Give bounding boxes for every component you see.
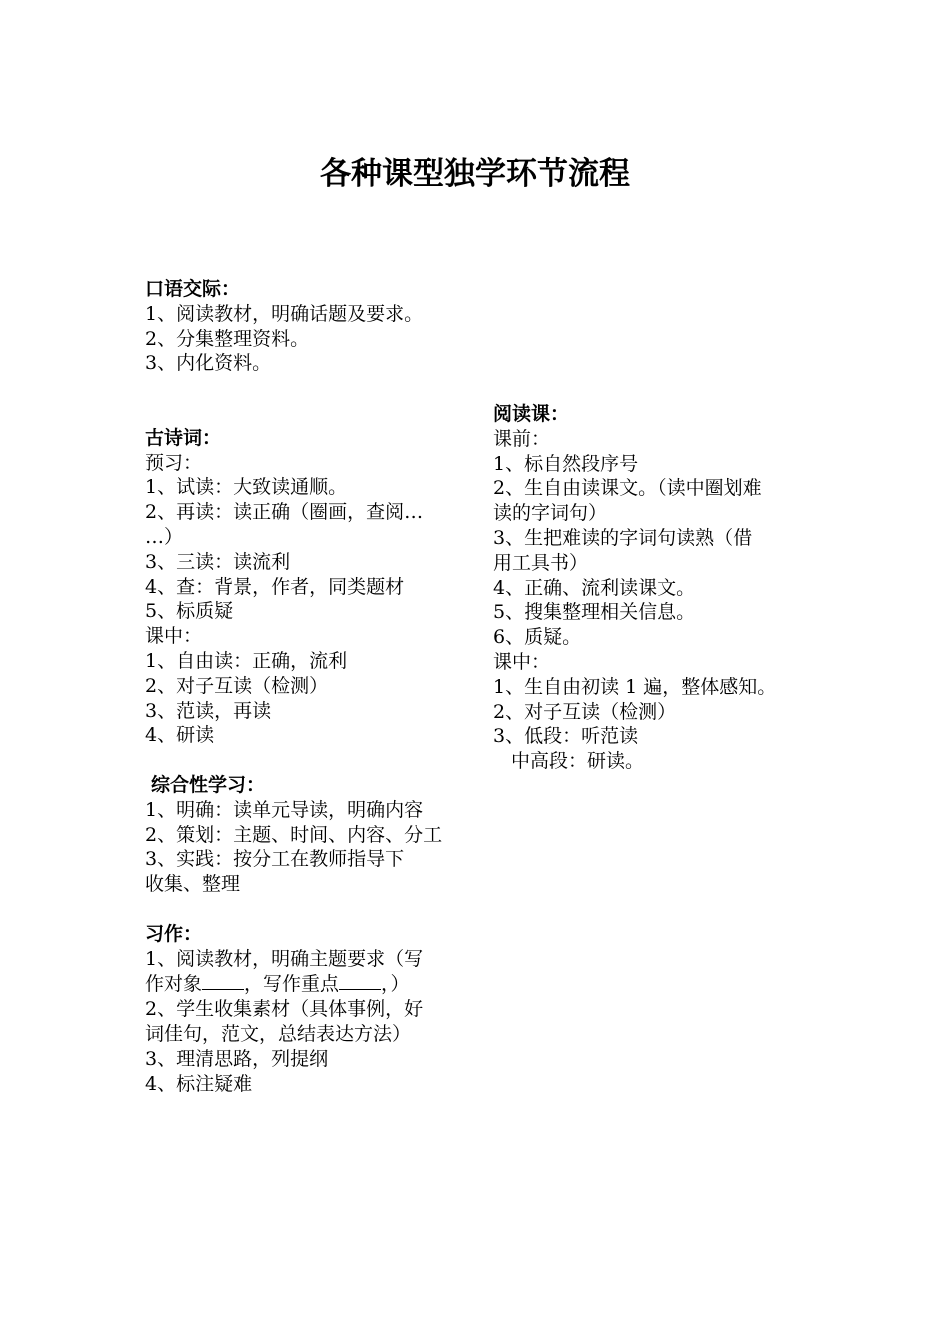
section-heading: 阅读课： — [493, 403, 570, 425]
section-ancient-poetry — [145, 426, 463, 748]
list-item: 2、再读：读正确（圈画，查阅… — [145, 501, 424, 524]
list-item: 4、研读 — [145, 724, 215, 747]
sub-heading: 课前： — [493, 427, 551, 450]
list-item: 中高段：研读。 — [511, 750, 645, 773]
list-item: 1、阅读教材，明确主题要求（写 — [145, 947, 424, 970]
spacer — [145, 376, 463, 426]
list-item: 5、标质疑 — [145, 600, 234, 623]
list-item: 3、三读：读流利 — [145, 550, 291, 573]
list-item: 词佳句，范文，总结表达方法） — [145, 1022, 412, 1045]
section-heading: 综合性学习： — [151, 773, 266, 796]
list-item: 2、分集整理资料。 — [145, 327, 310, 350]
section-writing — [145, 922, 463, 1097]
text-segment: ，） — [381, 973, 410, 996]
list-item: 6、质疑。 — [493, 626, 582, 649]
spacer — [145, 897, 463, 922]
list-item: 4、标注疑难 — [145, 1072, 253, 1095]
list-item: 3、理清思路，列提纲 — [145, 1047, 329, 1070]
sub-heading: 预习： — [145, 451, 203, 474]
list-item: 2、策划：主题、时间、内容、分工 — [145, 823, 443, 846]
list-item: 1、生自由初读 1 遍，整体感知。 — [493, 675, 777, 698]
list-item: 2、对子互读（检测） — [493, 700, 677, 723]
list-item: 收集、整理 — [145, 873, 241, 896]
list-item: 3、低段：听范读 — [493, 725, 639, 748]
document-title: 各种课型独学环节流程 — [320, 156, 630, 192]
text-segment: ，写作重点 — [244, 973, 340, 996]
list-item: 1、阅读教材，明确话题及要求。 — [145, 302, 424, 325]
left-column — [145, 277, 463, 1096]
list-item: 2、对子互读（检测） — [145, 674, 329, 697]
list-item: 1、试读：大致读通顺。 — [145, 476, 348, 499]
fill-blank — [202, 971, 244, 990]
list-item: 3、内化资料。 — [145, 352, 272, 375]
section-comprehensive-learning — [145, 773, 463, 897]
list-item: 1、标自然段序号 — [493, 452, 639, 475]
list-item: 4、查：背景，作者，同类题材 — [145, 575, 405, 598]
list-item-with-blanks — [145, 971, 463, 997]
spacer — [145, 748, 463, 773]
list-item: 5、搜集整理相关信息。 — [493, 601, 696, 624]
list-item: 2、生自由读课文。（读中圈划难 — [493, 477, 762, 500]
list-item: 用工具书） — [493, 551, 589, 574]
section-heading: 习作： — [145, 922, 203, 945]
list-item: 3、实践：按分工在教师指导下 — [145, 848, 405, 871]
list-item: 3、范读，再读 — [145, 699, 272, 722]
list-item: …） — [145, 525, 184, 548]
section-oral-communication — [145, 277, 463, 376]
text-segment: 作对象 — [145, 973, 203, 996]
list-item: 4、正确、流利读课文。 — [493, 576, 696, 599]
sub-heading: 课中： — [493, 650, 551, 673]
sub-heading: 课中： — [145, 625, 203, 648]
list-item: 2、学生收集素材（具体事例，好 — [145, 998, 424, 1021]
right-column — [493, 402, 813, 774]
list-item: 1、自由读：正确，流利 — [145, 649, 348, 672]
list-item: 3、生把难读的字词句读熟（借 — [493, 526, 753, 549]
section-heading: 口语交际： — [145, 278, 241, 300]
fill-blank — [339, 971, 381, 990]
section-reading-class — [493, 402, 813, 774]
list-item: 1、明确：读单元导读，明确内容 — [145, 798, 424, 821]
list-item: 读的字词句） — [493, 502, 608, 525]
section-heading: 古诗词： — [145, 426, 222, 449]
